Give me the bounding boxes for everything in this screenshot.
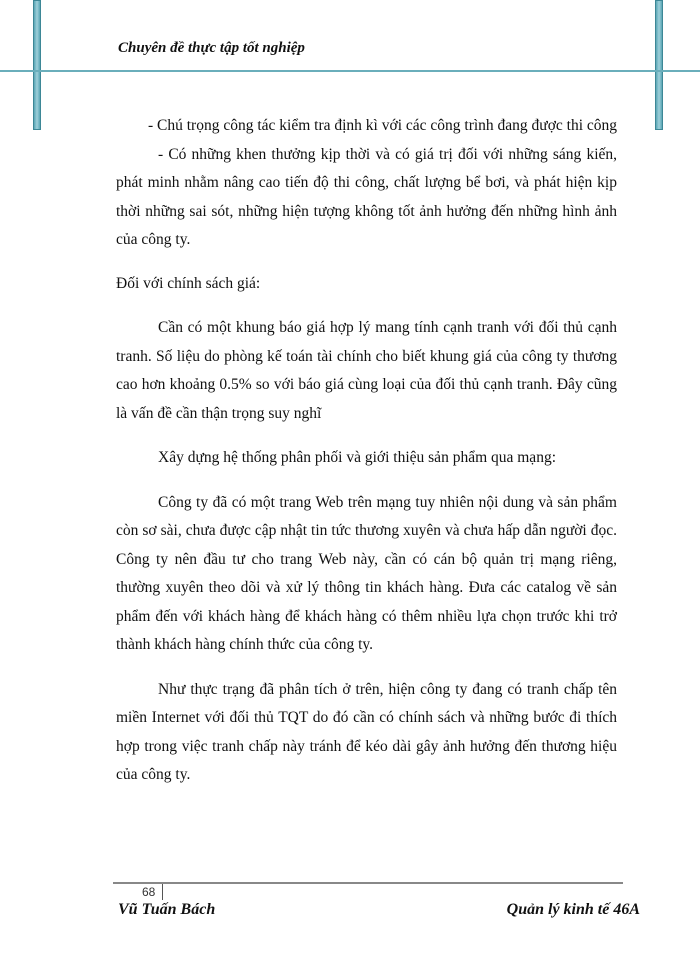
heading-price-policy: Đối với chính sách giá: [116,274,261,292]
left-decorative-bar [33,0,41,130]
bullet-inspection: - Chú trọng công tác kiểm tra định kì với các công trình đang được thi công [148,117,618,134]
paragraph-website: Công ty đã có một trang Web trên mạng tuy nhiên nội dung và sản phẩm còn sơ sài, chưa được cập nhật tin tức thương xuyên và chưa hấp dẫn người đọc. Công ty nên đầu tư cho trang Web này, cần có cán bộ quản trị mạng riêng, thường xuyên theo dõi và xử lý thông tin khách hàng. Đưa các catalog về sản phẩm đến với khách hàng để khách hàng có thêm nhiều lựa chọn trước khi trở thành khách hàng chính thức của công ty. [116,493,617,653]
page-number: 68 [142,885,156,899]
page-number-divider [162,884,163,900]
paragraph-domain-dispute: Như thực trạng đã phân tích ở trên, hiện công ty đang có tranh chấp tên miền Internet với đối thủ TQT do đó cần có chính sách và những bước đi thích hợp trong việc tranh chấp này tránh để kéo dài gây ảnh hưởng đến thương hiệu của công ty. [116,680,617,783]
header-title: Chuyên đề thực tập tốt nghiệp [118,40,305,56]
right-decorative-bar [655,0,663,130]
footer-author: Vũ Tuấn Bách [118,901,216,918]
heading-distribution: Xây dựng hệ thống phân phối và giới thiệu sản phẩm qua mạng: [158,449,556,466]
bullet-rewards: - Có những khen thưởng kịp thời và có giá trị đối với những sáng kiến, phát minh nhằm nâng cao tiến độ thi công, chất lượng bể bơi, và phát hiện kịp thời những sai sót, những hiện tượng không tốt ảnh hưởng đến những hình ảnh của công ty. [116,145,617,248]
footer-class: Quản lý kinh tế 46A [506,901,640,918]
document-body [116,112,617,790]
paragraph-price: Cần có một khung báo giá hợp lý mang tính cạnh tranh với đối thủ cạnh tranh. Số liệu do phòng kế toán tài chính cho biết khung giá của công ty thương cao hơn khoảng 0.5% so với báo giá cùng loại của đối thủ cạnh tranh. Đây cũng là vấn đề cần thận trọng suy nghĩ [116,319,617,422]
header-rule [0,70,700,72]
footer-rule [113,882,623,884]
